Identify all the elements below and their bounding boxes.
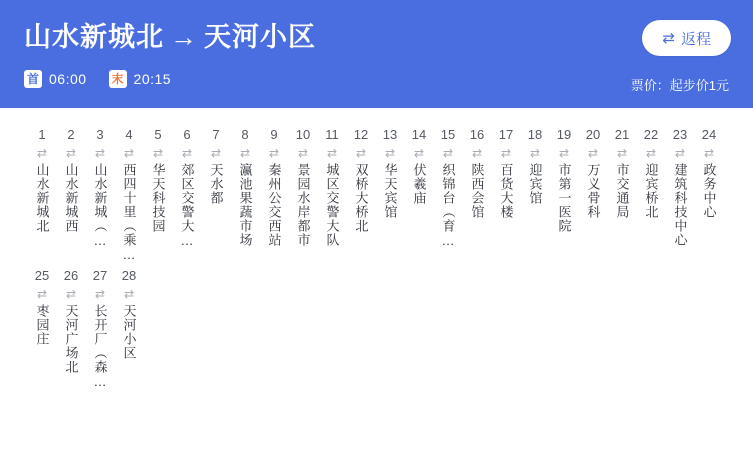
stop-item[interactable] <box>173 126 201 249</box>
first-bus-badge: 首 <box>24 70 42 88</box>
stop-number: 6 <box>183 127 191 142</box>
transfer-icon: ⇄ <box>326 146 338 160</box>
stop-name: 天水都 <box>208 163 224 205</box>
route-header <box>0 0 753 108</box>
stop-item[interactable] <box>318 126 346 247</box>
stop-name: 郊区交警大… <box>179 163 195 249</box>
stop-name: 伏羲庙 <box>411 163 427 205</box>
stop-item[interactable] <box>521 126 549 205</box>
stop-item[interactable] <box>86 126 114 249</box>
stop-name: 双桥大桥北 <box>353 163 369 233</box>
stop-number: 27 <box>92 268 108 283</box>
route-destination: 天河小区 <box>204 22 316 52</box>
stop-name: 政务中心 <box>701 163 717 219</box>
stop-number: 25 <box>34 268 50 283</box>
stop-number: 12 <box>353 127 369 142</box>
transfer-icon: ⇄ <box>181 146 193 160</box>
stop-name: 城区交警大队 <box>324 163 340 247</box>
stop-name: 山水新城西 <box>63 163 79 233</box>
stop-name: 市第一医院 <box>556 163 572 233</box>
stop-item[interactable] <box>57 126 85 233</box>
transfer-icon: ⇄ <box>616 146 628 160</box>
stop-number: 4 <box>125 127 133 142</box>
stop-number: 20 <box>585 127 601 142</box>
stop-item[interactable] <box>637 126 665 219</box>
transfer-icon: ⇄ <box>529 146 541 160</box>
stop-row <box>28 126 733 263</box>
transfer-icon: ⇄ <box>587 146 599 160</box>
stop-item[interactable] <box>666 126 694 247</box>
stop-name: 迎宾馆 <box>527 163 543 205</box>
stop-number: 1 <box>38 127 46 142</box>
stop-item[interactable] <box>231 126 259 247</box>
stop-name: 华天科技园 <box>150 163 166 233</box>
transfer-icon: ⇄ <box>239 146 251 160</box>
stop-number: 3 <box>96 127 104 142</box>
transfer-icon: ⇄ <box>123 146 135 160</box>
return-direction-button[interactable] <box>642 20 731 56</box>
route-origin: 山水新城北 <box>24 22 164 52</box>
page-title <box>24 20 729 54</box>
stop-number: 23 <box>672 127 688 142</box>
stop-item[interactable] <box>28 267 56 346</box>
stop-number: 8 <box>241 127 249 142</box>
transfer-icon: ⇄ <box>500 146 512 160</box>
stop-item[interactable] <box>405 126 433 205</box>
return-direction-label: 返程 <box>680 30 711 48</box>
transfer-icon: ⇄ <box>297 146 309 160</box>
stop-name: 西四十里（乘… <box>121 163 137 263</box>
stop-item[interactable] <box>144 126 172 233</box>
stop-name: 百货大楼 <box>498 163 514 219</box>
stop-name: 长开厂（森… <box>92 304 108 390</box>
stop-number: 16 <box>469 127 485 142</box>
transfer-icon: ⇄ <box>65 287 77 301</box>
transfer-icon: ⇄ <box>558 146 570 160</box>
stop-name: 天河广场北 <box>63 304 79 374</box>
transfer-icon: ⇄ <box>36 287 48 301</box>
service-hours <box>24 70 729 88</box>
stop-number: 11 <box>325 127 339 142</box>
stop-number: 28 <box>121 268 137 283</box>
stop-item[interactable] <box>28 126 56 233</box>
stop-item[interactable] <box>579 126 607 219</box>
stop-item[interactable] <box>463 126 491 219</box>
stop-name: 景园水岸都市 <box>295 163 311 247</box>
transfer-icon: ⇄ <box>123 287 135 301</box>
stop-item[interactable] <box>202 126 230 205</box>
stop-number: 18 <box>527 127 543 142</box>
last-bus-badge: 末 <box>109 70 127 88</box>
stop-number: 7 <box>212 127 220 142</box>
transfer-icon: ⇄ <box>442 146 454 160</box>
stop-name: 迎宾桥北 <box>643 163 659 219</box>
stop-item[interactable] <box>608 126 636 219</box>
stop-number: 10 <box>295 127 311 142</box>
stop-name: 华天宾馆 <box>382 163 398 219</box>
swap-icon: ⇄ <box>662 29 675 47</box>
route-arrow-icon: → <box>170 22 198 52</box>
stop-item[interactable] <box>376 126 404 219</box>
transfer-icon: ⇄ <box>65 146 77 160</box>
stop-item[interactable] <box>695 126 723 219</box>
stop-name: 织锦台（育… <box>440 163 456 249</box>
transfer-icon: ⇄ <box>355 146 367 160</box>
stop-item[interactable] <box>289 126 317 247</box>
stop-item[interactable] <box>492 126 520 219</box>
stop-item[interactable] <box>347 126 375 233</box>
stop-number: 24 <box>701 127 717 142</box>
stop-number: 26 <box>63 268 79 283</box>
stop-item[interactable] <box>57 267 85 374</box>
stop-number: 9 <box>270 127 278 142</box>
transfer-icon: ⇄ <box>210 146 222 160</box>
transfer-icon: ⇄ <box>674 146 686 160</box>
stop-number: 15 <box>440 127 456 142</box>
stop-name: 万义骨科 <box>585 163 601 219</box>
stop-name: 山水新城北 <box>34 163 50 233</box>
transfer-icon: ⇄ <box>413 146 425 160</box>
stop-number: 14 <box>411 127 427 142</box>
stop-name: 秦州公交西站 <box>266 163 282 247</box>
stop-number: 22 <box>643 127 659 142</box>
stop-name: 天河小区 <box>121 304 137 360</box>
transfer-icon: ⇄ <box>645 146 657 160</box>
stop-row <box>28 267 733 390</box>
transfer-icon: ⇄ <box>94 287 106 301</box>
transfer-icon: ⇄ <box>268 146 280 160</box>
stop-number: 17 <box>498 127 514 142</box>
stop-name: 建筑科技中心 <box>672 163 688 247</box>
stop-item[interactable] <box>260 126 288 247</box>
stop-item[interactable] <box>86 267 114 390</box>
stop-number: 2 <box>67 127 75 142</box>
stop-item[interactable] <box>550 126 578 233</box>
last-bus-time: 20:15 <box>133 71 172 87</box>
fare-info: 票价：起步价1元 <box>630 78 729 93</box>
first-bus-time: 06:00 <box>49 71 87 87</box>
stop-name: 枣园庄 <box>34 304 50 346</box>
transfer-icon: ⇄ <box>471 146 483 160</box>
stop-number: 21 <box>614 127 630 142</box>
stop-number: 13 <box>382 127 398 142</box>
stop-number: 19 <box>556 127 572 142</box>
transfer-icon: ⇄ <box>152 146 164 160</box>
stop-list <box>0 108 753 390</box>
stop-name: 市交通局 <box>614 163 630 219</box>
transfer-icon: ⇄ <box>384 146 396 160</box>
stop-name: 陕西会馆 <box>469 163 485 219</box>
stop-number: 5 <box>154 127 162 142</box>
transfer-icon: ⇄ <box>703 146 715 160</box>
stop-name: 瀛池果蔬市场 <box>237 163 253 247</box>
transfer-icon: ⇄ <box>36 146 48 160</box>
stop-item[interactable] <box>115 267 143 360</box>
transfer-icon: ⇄ <box>94 146 106 160</box>
stop-item[interactable] <box>434 126 462 249</box>
stop-item[interactable] <box>115 126 143 263</box>
stop-name: 山水新城（… <box>92 163 108 249</box>
